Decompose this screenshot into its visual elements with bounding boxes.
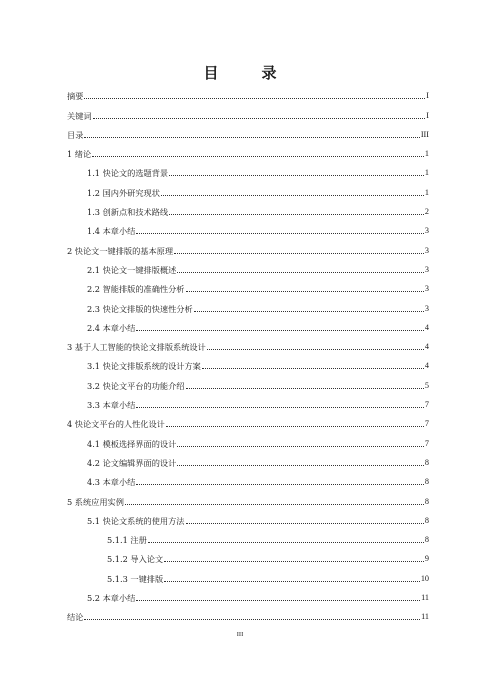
toc-entry[interactable] — [67, 429, 429, 448]
toc-entry[interactable] — [67, 352, 429, 371]
toc-entry[interactable] — [67, 564, 429, 583]
toc-entry-page-number: 8 — [424, 515, 429, 525]
toc-dot-leader — [169, 175, 424, 176]
toc-dot-leader — [84, 137, 419, 138]
toc-entry-title: 4.2 论文编辑界面的设计 — [87, 457, 177, 468]
toc-dot-leader — [177, 446, 424, 447]
toc-entry-title: 4.1 模板选择界面的设计 — [87, 438, 177, 449]
toc-entry[interactable] — [67, 178, 429, 197]
toc-dot-leader — [169, 214, 424, 215]
toc-entry-title: 1.1 快论文的选题背景 — [87, 168, 169, 179]
toc-entry-page-number: 9 — [424, 554, 429, 564]
toc-dot-leader — [174, 253, 424, 254]
toc-entry[interactable] — [67, 507, 429, 526]
toc-dot-leader — [207, 349, 424, 350]
toc-entry[interactable] — [67, 236, 429, 255]
toc-entry[interactable] — [67, 603, 429, 622]
toc-dot-leader — [84, 619, 420, 620]
toc-dot-leader — [136, 484, 424, 485]
toc-entry[interactable] — [67, 256, 429, 275]
toc-entry[interactable] — [67, 275, 429, 294]
toc-entry-page-number: 4 — [424, 361, 429, 371]
toc-dot-leader — [161, 195, 424, 196]
toc-dot-leader — [93, 118, 426, 119]
toc-dot-leader — [148, 542, 424, 543]
toc-entry[interactable] — [67, 449, 429, 468]
toc-entry-page-number: 4 — [424, 322, 429, 332]
toc-entry[interactable] — [67, 468, 429, 487]
toc-entry-page-number: 3 — [424, 303, 429, 313]
toc-entry-page-number: 8 — [424, 496, 429, 506]
toc-entry-page-number: 7 — [424, 400, 429, 410]
toc-dot-leader — [136, 600, 420, 601]
toc-dot-leader — [186, 388, 424, 389]
toc-dot-leader — [186, 523, 424, 524]
toc-entry-page-number: 3 — [424, 284, 429, 294]
toc-entry[interactable] — [67, 526, 429, 545]
toc-entry[interactable] — [67, 101, 429, 120]
toc-entry-page-number: 3 — [424, 245, 429, 255]
toc-entry-page-number: 4 — [424, 342, 429, 352]
toc-entry-title: 1.3 创新点和技术路线 — [87, 207, 169, 218]
table-of-contents — [67, 82, 429, 622]
toc-entry-title: 2 快论文一键排版的基本原理 — [67, 245, 174, 256]
toc-dot-leader — [164, 581, 420, 582]
toc-entry-title: 关键词 — [67, 110, 92, 121]
toc-entry-page-number: 11 — [421, 612, 429, 622]
toc-entry[interactable] — [67, 82, 429, 101]
toc-entry-title: 5.2 本章小结 — [87, 593, 136, 604]
toc-dot-leader — [202, 368, 424, 369]
toc-entry-page-number: 10 — [420, 573, 429, 583]
toc-entry-page-number: 8 — [424, 457, 429, 467]
toc-entry-title: 2.4 本章小结 — [87, 322, 136, 333]
toc-dot-leader — [136, 233, 424, 234]
toc-entry-title: 1.2 国内外研究现状 — [87, 187, 160, 198]
page-title: 目 录 — [203, 64, 291, 82]
toc-entry-page-number: 1 — [424, 168, 429, 178]
toc-entry-page-number: I — [426, 91, 429, 101]
toc-dot-leader — [164, 561, 424, 562]
toc-entry[interactable] — [67, 314, 429, 333]
toc-dot-leader — [136, 330, 424, 331]
toc-entry-page-number: 11 — [421, 593, 429, 603]
page-number-footer: III — [236, 631, 244, 638]
toc-dot-leader — [194, 311, 424, 312]
toc-entry-page-number: 1 — [424, 187, 429, 197]
toc-entry[interactable] — [67, 391, 429, 410]
toc-entry-page-number: III — [420, 129, 429, 139]
toc-entry[interactable] — [67, 410, 429, 429]
toc-entry-page-number: 7 — [424, 438, 429, 448]
toc-entry-page-number: 8 — [424, 477, 429, 487]
toc-entry[interactable] — [67, 121, 429, 140]
toc-entry-page-number: 3 — [424, 264, 429, 274]
toc-dot-leader — [177, 465, 424, 466]
toc-entry-page-number: 1 — [424, 149, 429, 159]
toc-entry-title: 3.1 快论文排版系统的设计方案 — [87, 361, 201, 372]
toc-dot-leader — [166, 426, 424, 427]
toc-entry[interactable] — [67, 487, 429, 506]
toc-entry[interactable] — [67, 217, 429, 236]
toc-dot-leader — [177, 272, 424, 273]
toc-entry[interactable] — [67, 294, 429, 313]
toc-entry-title: 结论 — [67, 612, 84, 623]
toc-entry-title: 3 基于人工智能的快论文排版系统设计 — [67, 342, 206, 353]
toc-entry-title: 3.2 快论文平台的功能介绍 — [87, 380, 185, 391]
toc-entry-page-number: 2 — [424, 207, 429, 217]
toc-dot-leader — [84, 98, 425, 99]
toc-entry-page-number: 8 — [424, 535, 429, 545]
toc-entry-title: 4 快论文平台的人性化设计 — [67, 419, 165, 430]
toc-dot-leader — [136, 407, 424, 408]
toc-entry-title: 5.1.3 一键排版 — [107, 573, 164, 584]
toc-entry-title: 2.1 快论文一键排版概述 — [87, 264, 177, 275]
toc-entry[interactable] — [67, 198, 429, 217]
toc-entry-page-number: 7 — [424, 419, 429, 429]
toc-entry[interactable] — [67, 140, 429, 159]
toc-dot-leader — [125, 504, 424, 505]
toc-entry-title: 5.1 快论文系统的使用方法 — [87, 515, 185, 526]
toc-entry[interactable] — [67, 545, 429, 564]
toc-dot-leader — [92, 156, 424, 157]
toc-entry-title: 2.3 快论文排版的快速性分析 — [87, 303, 193, 314]
toc-entry-title: 3.3 本章小结 — [87, 400, 136, 411]
toc-entry-title: 1 绪论 — [67, 149, 92, 160]
toc-entry-title: 4.3 本章小结 — [87, 477, 136, 488]
toc-entry[interactable] — [67, 584, 429, 603]
toc-entry[interactable] — [67, 371, 429, 390]
toc-entry-page-number: 5 — [424, 380, 429, 390]
toc-entry-title: 1.4 本章小结 — [87, 226, 136, 237]
toc-entry-title: 摘要 — [67, 91, 84, 102]
toc-entry-title: 5 系统应用实例 — [67, 496, 124, 507]
toc-entry-title: 5.1.2 导入论文 — [107, 554, 164, 565]
toc-entry-page-number: 3 — [424, 226, 429, 236]
toc-dot-leader — [186, 291, 424, 292]
toc-entry-title: 5.1.1 注册 — [107, 535, 147, 546]
toc-entry-page-number: I — [426, 110, 429, 120]
toc-entry-title: 目录 — [67, 129, 84, 140]
toc-entry[interactable] — [67, 159, 429, 178]
toc-entry-title: 2.2 智能排版的准确性分析 — [87, 284, 185, 295]
toc-entry[interactable] — [67, 333, 429, 352]
